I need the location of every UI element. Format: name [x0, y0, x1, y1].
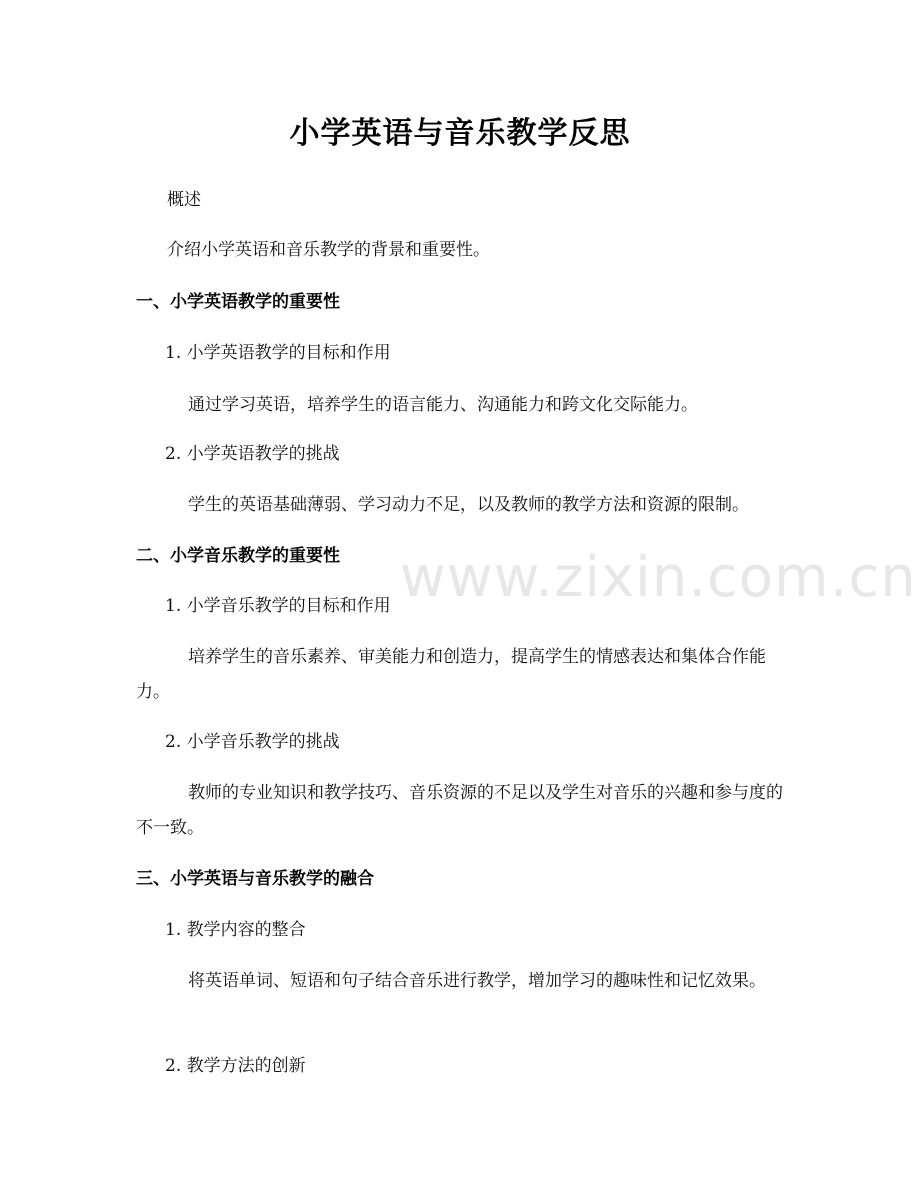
overview-text: 介绍小学英语和音乐教学的背景和重要性。 — [167, 240, 490, 260]
watermark: www.zixin.com.cn — [400, 545, 917, 610]
section-heading-1: 一、小学英语教学的重要性 — [136, 292, 340, 312]
item-label: 1. 小学英语教学的目标和作用 — [165, 343, 391, 363]
section-heading-3: 三、小学英语与音乐教学的融合 — [136, 869, 374, 889]
item-text: 教师的专业知识和教学技巧、音乐资源的不足以及学生对音乐的兴趣和参与度的不一致。 — [136, 783, 783, 838]
overview-label: 概述 — [167, 190, 201, 210]
item-label: 2. 小学音乐教学的挑战 — [165, 732, 340, 752]
item-label: 2. 教学方法的创新 — [165, 1056, 306, 1076]
item-label: 1. 教学内容的整合 — [165, 920, 306, 940]
item-label: 2. 小学英语教学的挑战 — [165, 444, 340, 464]
document-title: 小学英语与音乐教学反思 — [289, 116, 631, 151]
item-text: 将英语单词、短语和句子结合音乐进行教学，增加学习的趣味性和记忆效果。 — [188, 971, 766, 991]
item-text: 通过学习英语，培养学生的语言能力、沟通能力和跨文化交际能力。 — [188, 395, 698, 415]
item-label: 1. 小学音乐教学的目标和作用 — [165, 596, 391, 616]
item-text: 学生的英语基础薄弱、学习动力不足，以及教师的教学方法和资源的限制。 — [188, 495, 749, 515]
item-text: 培养学生的音乐素养、审美能力和创造力，提高学生的情感表达和集体合作能力。 — [136, 647, 766, 702]
section-heading-2: 二、小学音乐教学的重要性 — [136, 546, 340, 566]
